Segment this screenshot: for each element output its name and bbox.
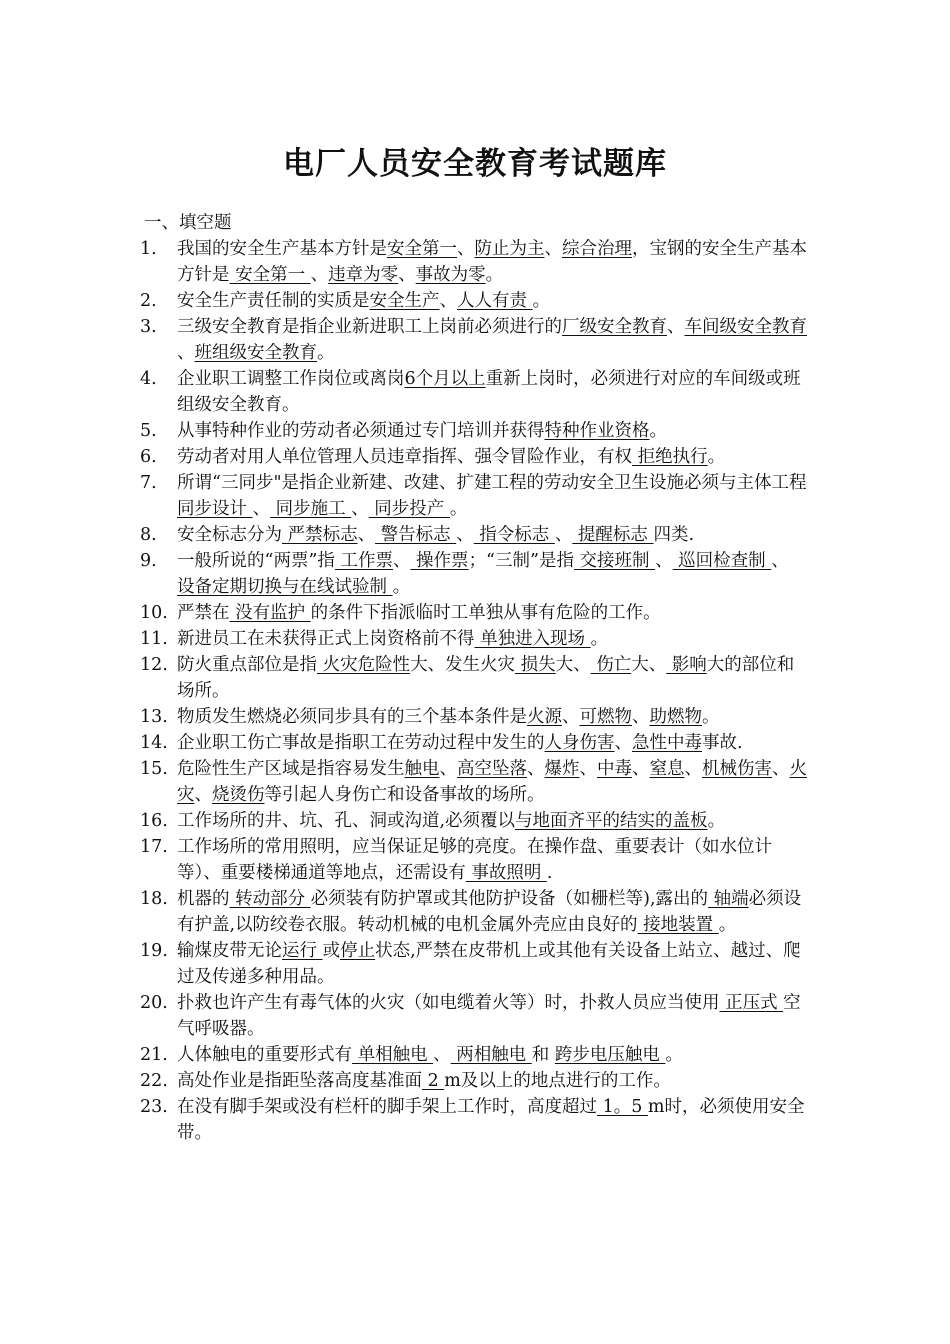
question-text: 工作场所的井、坑、孔、洞或沟道,必须覆以	[177, 811, 516, 831]
answer-blank: 伤亡	[590, 655, 632, 675]
answer-blank: 同步设计	[177, 499, 253, 519]
answer-blank: 停止	[340, 941, 376, 961]
question-text: 机器的	[177, 889, 230, 909]
question-text: 空气呼吸器。	[177, 993, 801, 1039]
question-text: 、	[667, 317, 685, 337]
answer-blank: 安全第一	[229, 265, 311, 285]
question-item	[140, 288, 808, 314]
answer-blank: 火源	[527, 707, 562, 727]
question-text: 严禁在	[177, 603, 230, 623]
answer-blank: 爆炸	[544, 759, 580, 779]
question-text: 从事特种作业的劳动者必须通过专门培训并获得	[177, 421, 545, 441]
question-text: 、	[562, 707, 580, 727]
question-text: 在没有脚手架或没有栏杆的脚手架上工作时，高度超过	[177, 1097, 597, 1117]
answer-blank: 班组级安全教育	[194, 343, 317, 363]
question-text: 。	[649, 421, 667, 441]
question-item	[140, 470, 808, 522]
question-item	[140, 600, 808, 626]
question-item	[140, 990, 808, 1042]
question-item	[140, 704, 808, 730]
question-text: 防火重点部位是指	[177, 655, 317, 675]
question-text: 。	[718, 915, 737, 935]
answer-blank: 单独进入现场	[474, 629, 591, 649]
question-text: 、	[433, 1045, 451, 1065]
question-number: 3.	[140, 317, 157, 337]
question-item	[140, 418, 808, 444]
question-text: 危险性生产区域是指容易发生	[177, 759, 405, 779]
question-text: 。	[449, 499, 468, 519]
question-item	[140, 938, 808, 990]
answer-blank: 没有监护	[229, 603, 311, 623]
question-number: 20.	[140, 993, 168, 1013]
answer-blank: 两相触电	[450, 1045, 532, 1065]
answer-blank: 指令标志	[473, 525, 555, 545]
question-text: 新进员工在未获得正式上岗资格前不得	[177, 629, 475, 649]
answer-blank: 可燃物	[579, 707, 632, 727]
answer-blank: 助燃物	[649, 707, 702, 727]
question-text: 大、	[555, 655, 591, 675]
question-text: 、	[439, 759, 457, 779]
question-item	[140, 756, 808, 808]
question-text: 、	[439, 291, 457, 311]
answer-blank: 同步投产	[368, 499, 450, 519]
answer-blank: 拒绝执行	[632, 447, 708, 467]
answer-blank: 机械伤害	[702, 759, 772, 779]
question-text: 、	[177, 343, 195, 363]
document-title: 电厂人员安全教育考试题库	[283, 146, 667, 182]
answer-blank: 工作票	[334, 551, 393, 571]
question-text: 必须装有防护罩或其他防护设备（如栅栏等),露出的	[310, 889, 709, 909]
question-item	[140, 886, 808, 938]
answer-blank: 防止为主	[474, 239, 545, 259]
question-item	[140, 834, 808, 886]
question-number: 11.	[140, 629, 168, 649]
answer-blank: 跨步电压触电	[554, 1045, 666, 1065]
question-text: 事故.	[702, 733, 743, 753]
answer-blank: 人人有责	[457, 291, 533, 311]
question-number: 22.	[140, 1071, 168, 1091]
answer-blank: 轴端	[708, 889, 749, 909]
question-number: 12.	[140, 655, 168, 675]
question-item	[140, 366, 808, 418]
question-text: 。	[532, 291, 551, 311]
question-number: 1.	[140, 239, 157, 259]
answer-blank: 交接班制	[573, 551, 656, 571]
answer-blank: 综合治理	[562, 239, 632, 259]
answer-blank: 违章为零	[328, 265, 399, 285]
question-text: 重新上岗时，必须进行对应的车间级或班组级安全教育。	[177, 369, 801, 415]
question-text: 、	[554, 525, 573, 545]
question-item	[140, 808, 808, 834]
question-text: 、	[392, 551, 411, 571]
answer-blank: 2	[422, 1071, 445, 1091]
question-text: m时，必须使用安全带。	[177, 1097, 805, 1143]
answer-blank: 烧烫伤	[212, 785, 265, 805]
answer-blank: 同步施工	[270, 499, 352, 519]
question-text: 劳动者对用人单位管理人员违章指挥、强令冒险作业，有权	[177, 447, 632, 467]
question-text: 人体触电的重要形式有	[177, 1045, 352, 1065]
question-text: 。	[392, 577, 411, 597]
question-item	[140, 652, 808, 704]
question-text: 。	[317, 343, 335, 363]
question-text: 必须设有护盖,以防绞卷衣服。转动机械的电机金属外壳应由良好的	[177, 889, 802, 935]
answer-blank: 损失	[515, 655, 556, 675]
question-text: 、	[456, 525, 474, 545]
question-text: 企业职工调整工作岗位或离岗	[177, 369, 405, 389]
question-text: 、	[632, 759, 650, 779]
question-number: 16.	[140, 811, 168, 831]
question-text: 、	[527, 759, 545, 779]
answer-blank: 转动部分	[229, 889, 311, 909]
question-text: 状态,严禁在皮带机上或其他有关设备上站立、越过、爬过及传递多种用品。	[177, 941, 801, 987]
section-heading: 一、填空题	[144, 213, 232, 233]
answer-blank: 触电	[404, 759, 440, 779]
question-text: ，宝钢的安全生产基本方针是	[177, 239, 807, 285]
question-text: 大、发生火灾	[410, 655, 516, 675]
question-text: 四类.	[653, 525, 695, 545]
answer-blank: 运行	[282, 941, 323, 961]
question-number: 23.	[140, 1097, 168, 1117]
answer-blank: 厂级安全教育	[562, 317, 667, 337]
question-number: 15.	[140, 759, 168, 779]
question-text: 。	[590, 629, 609, 649]
question-number: 18.	[140, 889, 168, 909]
answer-blank: 设备定期切换与在线试验制	[177, 577, 393, 597]
question-text: 、	[655, 551, 673, 571]
answer-blank: 特种作业资格	[544, 421, 650, 441]
question-text: 、	[351, 499, 369, 519]
answer-blank: 中毒	[597, 759, 632, 779]
answer-blank: 影响	[666, 655, 707, 675]
question-text: .	[546, 863, 553, 883]
question-text: 企业职工伤亡事故是指职工在劳动过程中发生的	[177, 733, 545, 753]
question-text: 输煤皮带无论	[177, 941, 282, 961]
question-text: 物质发生燃烧必须同步具有的三个基本条件是	[177, 707, 527, 727]
answer-blank: 单相触电	[352, 1045, 434, 1065]
answer-blank: 事故为零	[415, 265, 486, 285]
answer-blank: 操作票	[410, 551, 469, 571]
question-number: 9.	[140, 551, 157, 571]
question-text: m及以上的地点进行的工作。	[444, 1071, 671, 1091]
question-text: 大的部位和场所。	[177, 655, 795, 701]
question-text: 。	[707, 811, 726, 831]
answer-blank: 车间级安全教育	[684, 317, 807, 337]
question-text: 。	[485, 265, 504, 285]
question-text: 、	[310, 265, 329, 285]
question-text: 扑救也许产生有毒气体的火灾（如电缆着火等）时，扑救人员应当使用	[177, 993, 720, 1013]
question-text: 大、	[631, 655, 667, 675]
answer-blank: 与地面齐平的结实的盖板	[515, 811, 708, 831]
answer-blank: 高空坠落	[457, 759, 527, 779]
question-number: 17.	[140, 837, 168, 857]
question-text: 三级安全教育是指企业新进职工上岗前必须进行的	[177, 317, 562, 337]
question-number: 14.	[140, 733, 168, 753]
question-item	[140, 1068, 808, 1094]
question-text: 、	[772, 759, 790, 779]
answer-blank: 安全第一	[387, 239, 457, 259]
answer-blank: 安全生产	[369, 291, 440, 311]
question-text: 安全标志分为	[177, 525, 282, 545]
question-list	[140, 236, 808, 1146]
answer-blank: 正压式	[719, 993, 784, 1013]
answer-blank: 1。5	[597, 1097, 648, 1117]
question-number: 4.	[140, 369, 157, 389]
question-number: 10.	[140, 603, 168, 623]
answer-blank: 6个月以上	[404, 369, 486, 389]
answer-blank: 急性中毒	[632, 733, 702, 753]
question-number: 8.	[140, 525, 157, 545]
question-number: 2.	[140, 291, 157, 311]
question-item	[140, 1042, 808, 1068]
question-text: 和	[531, 1045, 555, 1065]
question-text: ；“三制”是指	[468, 551, 574, 571]
question-item	[140, 548, 808, 600]
question-text: 、	[398, 265, 416, 285]
question-text: 或	[322, 941, 341, 961]
answer-blank: 事故照明	[465, 863, 547, 883]
question-text: 安全生产责任制的实质是	[177, 291, 370, 311]
question-text: 、	[194, 785, 212, 805]
question-item	[140, 444, 808, 470]
question-text: 、	[252, 499, 271, 519]
question-text: 、	[579, 759, 597, 779]
question-text: 、	[614, 733, 632, 753]
question-item	[140, 522, 808, 548]
question-number: 13.	[140, 707, 168, 727]
question-item	[140, 1094, 808, 1146]
question-number: 5.	[140, 421, 157, 441]
question-number: 19.	[140, 941, 168, 961]
question-text: 、	[544, 239, 562, 259]
question-text: 。	[707, 447, 726, 467]
question-text: 所谓“三同步"是指企业新建、改建、扩建工程的劳动安全卫生设施必须与主体工程	[177, 473, 807, 493]
answer-blank: 警告标志	[375, 525, 457, 545]
answer-blank: 接地装置	[637, 915, 719, 935]
question-number: 6.	[140, 447, 157, 467]
question-text: 。	[702, 707, 720, 727]
question-text: 高处作业是指距坠落高度基准面	[177, 1071, 422, 1091]
answer-blank: 巡回检查制	[672, 551, 772, 571]
question-text: 等引起人身伤亡和设备事故的场所。	[264, 785, 545, 805]
answer-blank: 火灾危险性	[317, 655, 411, 675]
answer-blank: 提醒标志	[572, 525, 654, 545]
question-item	[140, 626, 808, 652]
question-item	[140, 730, 808, 756]
question-item	[140, 236, 808, 288]
question-text: 、	[357, 525, 376, 545]
answer-blank: 窒息	[649, 759, 685, 779]
question-number: 21.	[140, 1045, 168, 1065]
answer-blank: 人身伤害	[544, 733, 615, 753]
answer-blank: 严禁标志	[282, 525, 358, 545]
question-text: 、	[457, 239, 475, 259]
question-text: 。	[665, 1045, 683, 1065]
question-text: 、	[771, 551, 789, 571]
question-text: 的条件下指派临时工单独从事有危险的工作。	[310, 603, 661, 623]
question-text: 、	[632, 707, 650, 727]
question-text: 一般所说的“两票”指	[177, 551, 335, 571]
answer-blank: 火灾	[177, 759, 807, 805]
question-text: 我国的安全生产基本方针是	[177, 239, 387, 259]
question-text: 工作场所的常用照明，应当保证足够的亮度。在操作盘、重要表计（如水位计等）、重要楼梯通道等地点，还需设有	[177, 837, 772, 883]
question-text: 、	[684, 759, 702, 779]
question-number: 7.	[140, 473, 157, 493]
question-item	[140, 314, 808, 366]
